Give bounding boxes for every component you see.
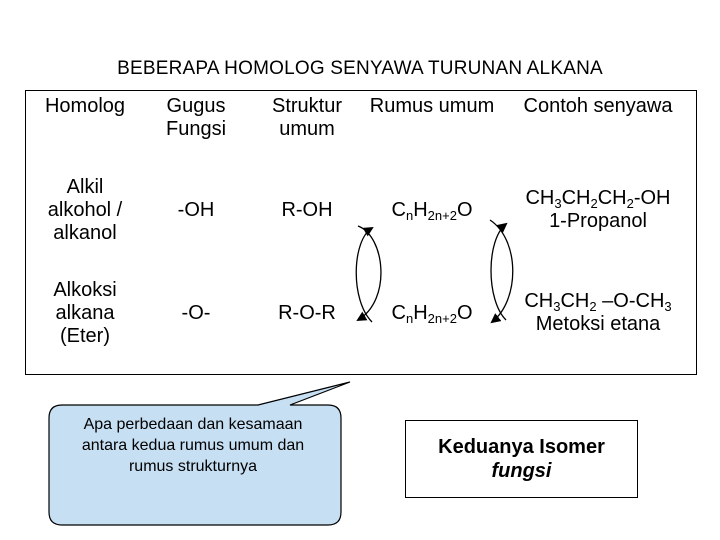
gugus-fungsi-cell: -O- [181,301,211,324]
conclusion-line: fungsi [491,460,552,482]
homolog-line: Alkil [66,175,104,198]
formula-subscript: n [405,207,414,223]
homolog-line: alkana [55,301,115,324]
formula-part: H [413,301,428,324]
header-struktur-umum: Struktur umum [271,95,343,140]
header-homolog: Homolog [44,95,126,117]
formula-part: C [391,301,406,324]
conclusion-line: Keduanya Isomer [438,436,605,458]
formula-subscript: 2 [590,196,598,211]
formula-subscript: 2n+2 [427,310,457,326]
formula-part: C [391,198,406,221]
formula-part: CH [561,187,591,209]
formula-part: -OH [633,187,671,209]
formula-subscript: 2 [626,196,634,211]
formula-subscript: 3 [553,299,561,314]
formula-part: H [413,198,428,221]
formula-part: CH [524,290,554,312]
example-name: Metoksi etana [535,313,661,335]
formula-part: O [456,301,473,324]
gugus-fungsi-cell: -OH [177,198,215,221]
header-gugus-fungsi: Gugus Fungsi [165,95,227,140]
callout-question: Apa perbedaan dan kesamaan antara kedua rumus umum dan rumus strukturnya [81,416,305,475]
struktur-umum-cell: R-OH [281,198,333,221]
arrow-struktur-reverse [356,228,372,322]
homolog-line: alkanol [53,221,117,244]
header-rumus-umum: Rumus umum [369,95,495,117]
formula-part: –O-CH [596,290,665,312]
formula-subscript: 3 [664,299,672,314]
conclusion-box [405,420,638,498]
arrow-contoh [490,220,513,322]
homolog-line: Alkoksi [53,278,117,301]
formula-part: O [456,198,473,221]
arrow-contoh-reverse [491,224,506,320]
homolog-line: alkohol / [47,198,123,221]
homolog-line: (Eter) [59,324,110,347]
header-contoh-senyawa: Contoh senyawa [523,95,673,117]
struktur-umum-cell: R-O-R [278,301,336,324]
formula-part: CH [597,187,627,209]
formula-subscript: 2n+2 [427,207,457,223]
example-name: 1-Propanol [549,210,647,232]
formula-subscript: 3 [554,196,562,211]
formula-part: CH [525,187,555,209]
formula-part: CH [560,290,590,312]
page-title: BEBERAPA HOMOLOG SENYAWA TURUNAN ALKANA [117,58,603,79]
formula-subscript: n [405,310,414,326]
formula-subscript: 2 [589,299,597,314]
